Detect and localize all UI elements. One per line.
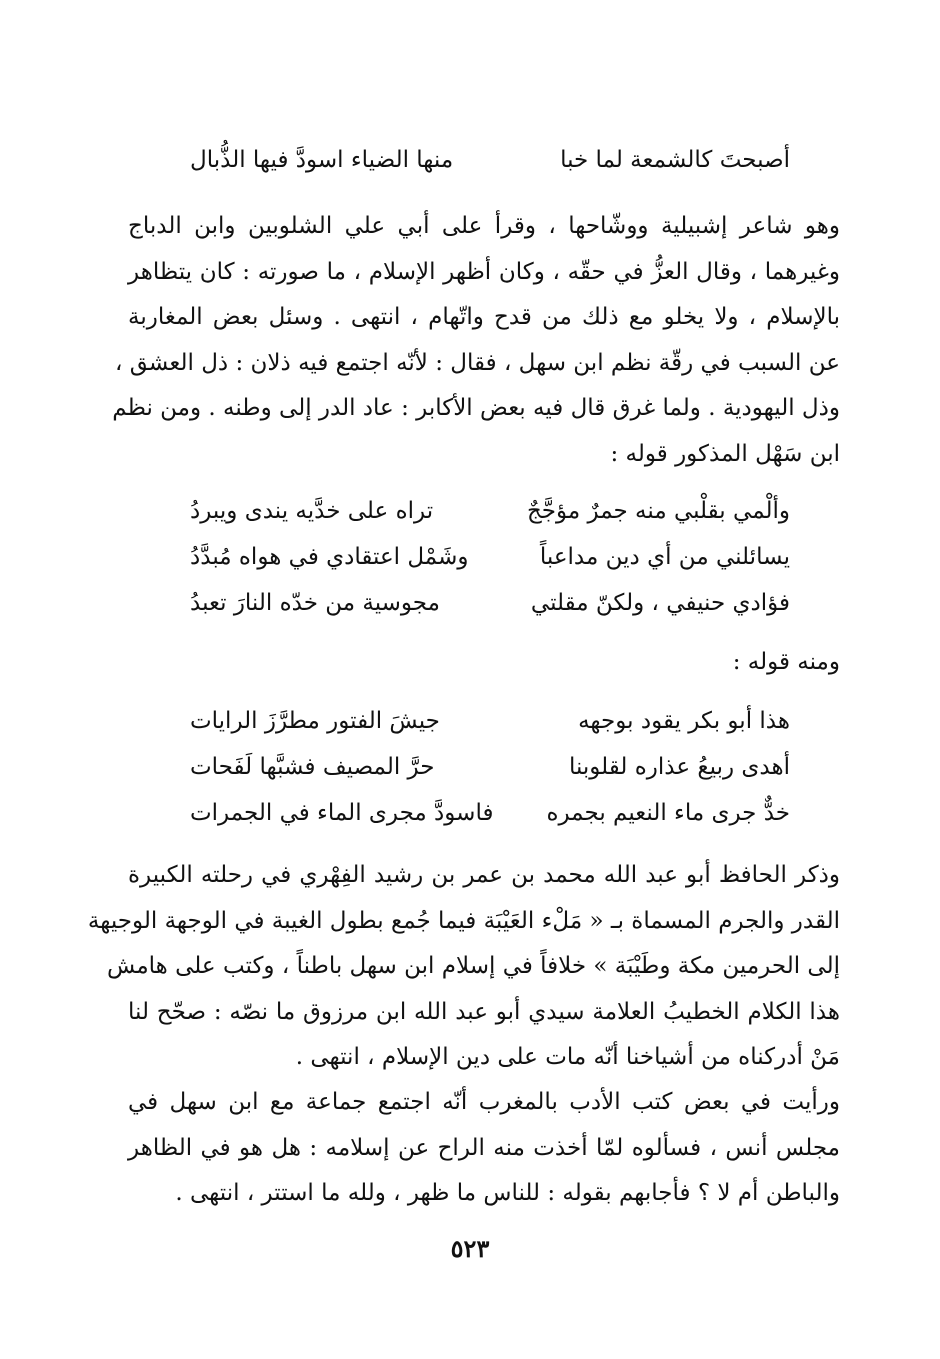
- verse-first-hemistich: يسائلني من أي دين مداعباً: [539, 544, 790, 570]
- poem-introduction: ومنه قوله :: [732, 649, 840, 675]
- text-line: وهو شاعر إشبيلية ووشّاحها ، وقرأ على أبي علي الشلوبين وابن الدباج: [128, 213, 840, 239]
- paragraph-wine-anecdote: [128, 1080, 840, 1217]
- text-line: القدر والجرم المسماة بـ « مَلْء العَيْبَة فيما جُمع بطول الغيبة في الوجهة الوجيهة: [87, 907, 840, 934]
- opening-verse: [190, 138, 790, 182]
- text-line: مجلس أنس ، فسألوه لمّا أخذت منه الراح عن إسلامه : هل هو في الظاهر: [128, 1134, 840, 1161]
- verse-second-hemistich: وشَمْل اعتقادي في هواه مُبدَّدُ: [190, 544, 469, 570]
- text-line: وذكر الحافظ أبو عبد الله محمد بن عمر بن رشيد الفِهْري في رحلته الكبيرة: [128, 862, 840, 888]
- verse-second-hemistich: فاسودَّ مجرى الماء في الجمرات: [190, 800, 494, 826]
- paragraph-ibn-sahl-bio: [112, 204, 840, 478]
- page-number: ٥٢٣: [450, 1234, 490, 1263]
- text-line: إلى الحرمين مكة وطَيْبَة » خلافاً في إسلام ابن سهل باطناً ، وكتب على هامش: [107, 953, 840, 980]
- verse-first-hemistich: خدٌّ جرى ماء النعيم بجمره: [546, 800, 790, 826]
- verse-second-hemistich: حرَّ المصيف فشبَّها لَفَحات: [190, 754, 435, 780]
- verse-first-hemistich: أهدى ربيعُ عذاره لقلوبنا: [568, 754, 790, 780]
- poem-verse: [190, 488, 790, 534]
- paragraph-fihri-account: [87, 853, 840, 1081]
- poem-verse: [190, 534, 790, 580]
- text-line: وذل اليهودية . ولما غرق قال فيه بعض الأكابر : عاد الدر إلى وطنه . ومن نظم: [112, 395, 840, 422]
- verse-first-hemistich: أصبحتَ كالشمعة لما خبا: [560, 147, 790, 173]
- text-line: وغيرهما ، وقال العزُّ في حقّه ، وكان أظهر الإسلام ، ما صورته : كان يتظاهر: [128, 258, 840, 285]
- text-line: بالإسلام ، ولا يخلو مع ذلك من قدح واتّهام ، انتهى . وسئل بعض المغاربة: [128, 304, 840, 331]
- text-line: هذا الكلام الخطيبُ العلامة سيدي أبو عبد الله ابن مرزوق ما نصّه : صحّح لنا: [128, 998, 840, 1025]
- text-line: مَنْ أدركناه من أشياخنا أنّه مات على دين الإسلام ، انتهى .: [295, 1044, 840, 1071]
- poem-first: [190, 488, 790, 626]
- verse-first-hemistich: وألْمي بقلْبي منه جمرٌ مؤجَّجٌ: [526, 498, 790, 524]
- text-line: ورأيت في بعض كتب الأدب بالمغرب أنّه اجتمع جماعة مع ابن سهل في: [128, 1089, 840, 1115]
- verse-second-hemistich: منها الضياء اسودَّ فيها الذُّبال: [190, 147, 454, 173]
- poem-verse: [190, 790, 790, 836]
- text-line: عن السبب في رقّة نظم ابن سهل ، فقال : لأنّه اجتمع فيه ذلان : ذل العشق ،: [114, 349, 840, 376]
- verse-second-hemistich: جيشَ الفتور مطرَّزَ الرايات: [190, 708, 440, 734]
- verse-first-hemistich: هذا أبو بكر يقود بوجهه: [578, 708, 790, 734]
- verse-second-hemistich: مجوسية من خدّه النارَ تعبدُ: [190, 590, 440, 616]
- poem-verse: [190, 580, 790, 626]
- verse-first-hemistich: فؤادي حنيفي ، ولكنّ مقلتي: [530, 590, 790, 616]
- poem-second: [190, 698, 790, 836]
- poem-verse: [190, 744, 790, 790]
- text-line: والباطن أم لا ؟ فأجابهم بقوله : للناس ما ظهر ، ولله ما استتر ، انتهى .: [175, 1180, 840, 1207]
- verse-second-hemistich: تراه على خدَّيه يندى ويبردُ: [190, 498, 434, 524]
- poem-verse: [190, 698, 790, 744]
- text-line: ابن سَهْل المذكور قوله :: [610, 440, 840, 467]
